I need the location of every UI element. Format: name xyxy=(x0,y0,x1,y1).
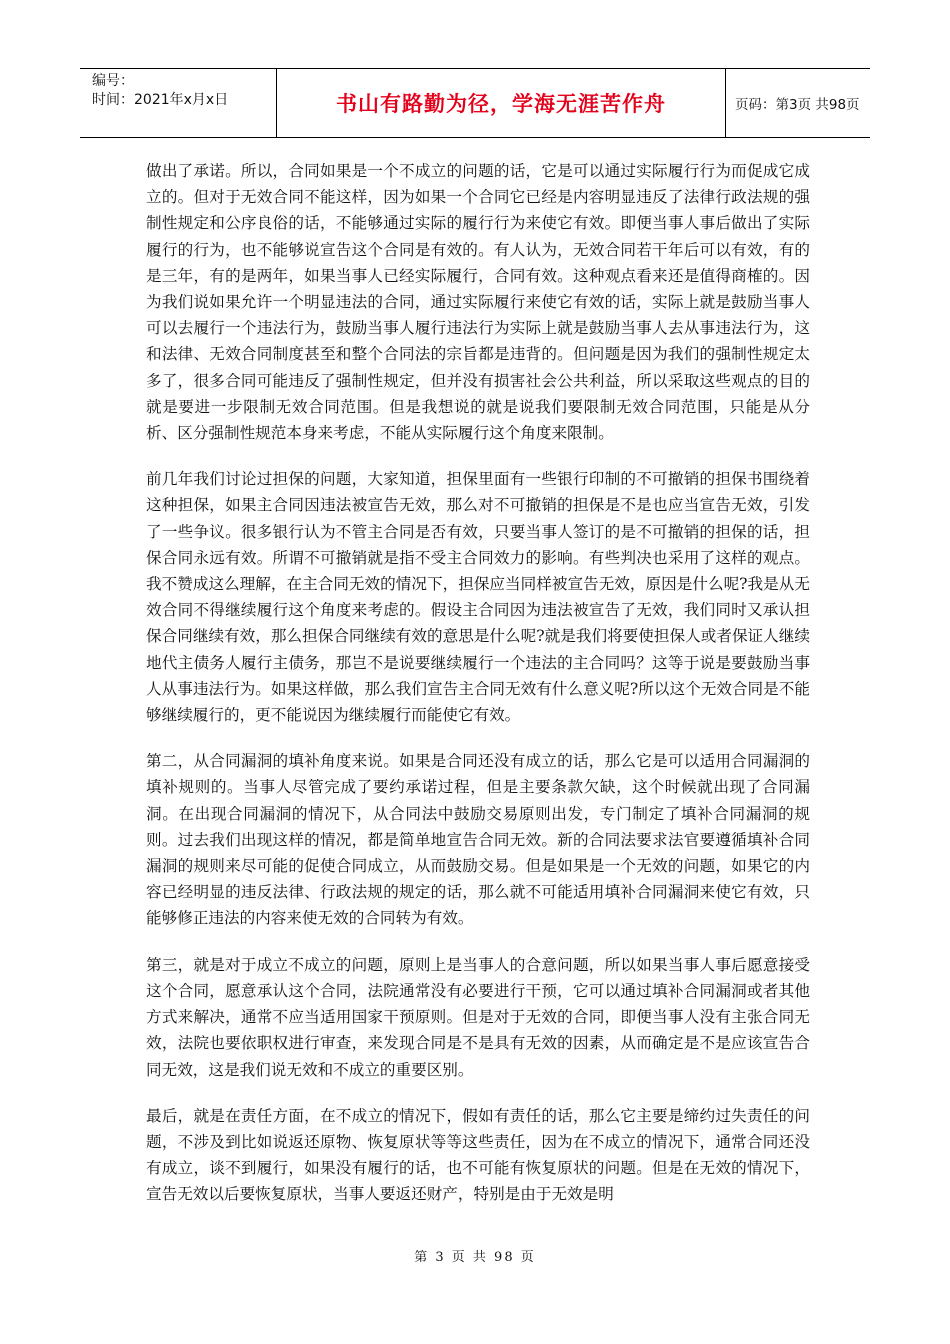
body-paragraph: 第二，从合同漏洞的填补角度来说。如果是合同还没有成立的话，那么它是可以适用合同漏洞的填补规则的。当事人尽管完成了要约承诺过程，但是主要条款欠缺，这个时候就出现了合同漏洞。在出现合同漏洞的情况下，从合同法中鼓励交易原则出发，专门制定了填补合同漏洞的规则。过去我们出现这样的情况，都是简单地宣告合同无效。新的合同法要求法官要遵循填补合同漏洞的规则来尽可能的促使合同成立，从而鼓励交易。但是如果是一个无效的问题，如果它的内容已经明显的违反法律、行政法规的规定的话，那么就不可能适用填补合同漏洞来使它有效，只能够修正违法的内容来使无效的合同转为有效。 xyxy=(146,752,810,928)
page-header xyxy=(80,68,870,138)
header-motto: 书山有路勤为径，学海无涯苦作舟 xyxy=(277,69,726,137)
header-page-info: 页码：第3页 共98页 xyxy=(735,97,860,113)
body-paragraph: 前几年我们讨论过担保的问题，大家知道，担保里面有一些银行印制的不可撤销的担保书围绕着这种担保，如果主合同因违法被宣告无效，那么对不可撤销的担保是不是也应当宣告无效，引发了一些争议。很多银行认为不管主合同是否有效，只要当事人签订的是不可撤销的担保的话，担保合同永远有效。所谓不可撤销就是指不受主合同效力的影响。有些判决也采用了这样的观点。我不赞成这么理解，在主合同无效的情况下，担保应当同样被宣告无效，原因是什么呢?我是从无效合同不得继续履行这个角度来考虑的。假设主合同因为违法被宣告了无效，我们同时又承认担保合同继续有效，那么担保合同继续有效的意思是什么呢?就是我们将要使担保人或者保证人继续地代主债务人履行主债务，那岂不是说要继续履行一个违法的主合同吗？这等于说是要鼓励当事人从事违法行为。如果这样做，那么我们宣告主合同无效有什么意义呢?所以这个无效合同是不能够继续履行的，更不能说因为继续履行而能使它有效。 xyxy=(146,470,810,725)
page-footer: 第 3 页 共 98 页 xyxy=(414,1250,536,1265)
header-meta xyxy=(80,69,277,137)
body-paragraph: 第三，就是对于成立不成立的问题，原则上是当事人的合意问题，所以如果当事人事后愿意接受这个合同，愿意承认这个合同，法院通常没有必要进行干预，它可以通过填补合同漏洞或者其他方式来解决，通常不应当适用国家干预原则。但是对于无效的合同，即便当事人没有主张合同无效，法院也要依职权进行审查，来发现合同是不是具有无效的因素，从而确定是不是应该宣告合同无效，这是我们说无效和不成立的重要区别。 xyxy=(146,955,810,1079)
document-date: 时间：2021年x月x日 xyxy=(92,92,229,108)
body-paragraph: 做出了承诺。所以，合同如果是一个不成立的问题的话，它是可以通过实际履行行为而促成它成立的。但对于无效合同不能这样，因为如果一个合同它已经是内容明显违反了法律行政法规的强制性规定和公序良俗的话，不能够通过实际的履行行为来使它有效。即便当事人事后做出了实际履行的行为，也不能够说宣告这个合同是有效的。有人认为，无效合同若干年后可以有效，有的是三年，有的是两年，如果当事人已经实际履行，合同有效。这种观点看来还是值得商榷的。因为我们说如果允许一个明显违法的合同，通过实际履行来使它有效的话，实际上就是鼓励当事人可以去履行一个违法行为，鼓励当事人履行违法行为实际上就是鼓励当事人去从事违法行为，这和法律、无效合同制度甚至和整个合同法的宗旨都是违背的。但问题是因为我们的强制性规定太多了，很多合同可能违反了强制性规定，但并没有损害社会公共利益，所以采取这些观点的目的就是要进一步限制无效合同范围。但是我想说的就是说我们要限制无效合同范围，只能是从分析、区分强制性规范本身来考虑，不能从实际履行这个角度来限制。 xyxy=(146,162,810,443)
document-body xyxy=(146,158,810,1228)
body-paragraph: 最后，就是在责任方面，在不成立的情况下，假如有责任的话，那么它主要是缔约过失责任的问题，不涉及到比如说返还原物、恢复原状等等这些责任，因为在不成立的情况下，通常合同还没有成立，谈不到履行，如果没有履行的话，也不可能有恢复原状的问题。但是在无效的情况下，宣告无效以后要恢复原状，当事人要返还财产，特别是由于无效是明 xyxy=(146,1106,810,1204)
document-number-label: 编号： xyxy=(92,73,134,89)
